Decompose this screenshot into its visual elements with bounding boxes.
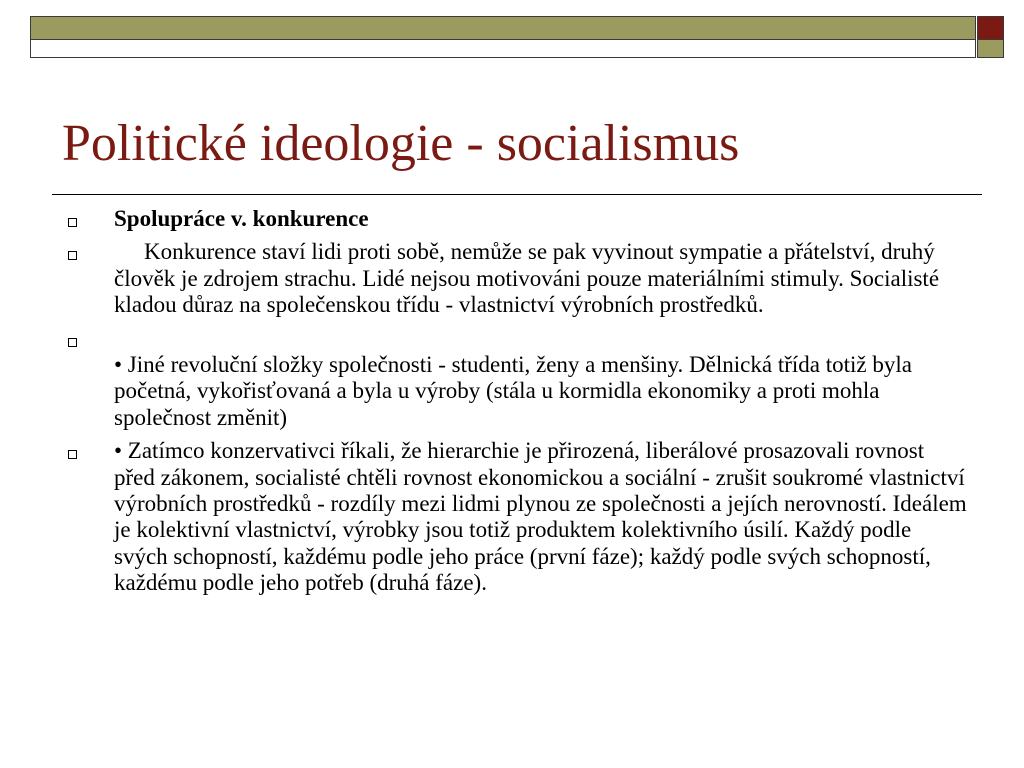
bullet-text: Konkurence staví lidi proti sobě, nemůže se pak vyvinout sympatie a přátelství, druhý člověk je zdrojem strachu. Lidé nejsou motivováni pouze materiálními stimuly. Socialisté kladou důraz na společenskou třídu - vlastnictví výrobních prostředků. — [114, 239, 940, 318]
bullet-text: Spolupráce v. konkurence — [114, 206, 369, 231]
bullet-item-competition — [62, 239, 970, 318]
square-bullet-icon — [68, 251, 77, 260]
top-decor-lower-strip — [30, 40, 976, 58]
bullet-text: • Jiné revoluční složky společnosti - studenti, ženy a menšiny. Dělnická třída totiž byla početná, vykořisťovaná a byla u výroby (stála u kormidla ekonomiky a proti mohla společnost změnit) — [114, 352, 912, 430]
corner-decor-red-square — [977, 16, 1004, 40]
square-bullet-icon — [68, 450, 77, 459]
square-bullet-icon — [68, 218, 77, 227]
top-decor-olive-strip — [31, 17, 975, 39]
bullet-item-equality — [62, 438, 970, 596]
bullet-item-heading — [62, 206, 970, 232]
corner-decor-olive-square — [977, 40, 1004, 58]
top-decor-band — [30, 16, 976, 40]
blank-line — [114, 326, 970, 352]
square-bullet-icon — [68, 338, 77, 347]
bullet-text: • Zatímco konzervativci říkali, že hierarchie je přirozená, liberálové prosazovali rovnost před zákonem, socialisté chtěli rovnost ekonomickou a sociální - zrušit soukromé vlastnictví výrobních prostředků - rozdíly mezi lidmi plynou ze společnosti a jejích nerovností. Ideálem je kolektivní vlastnictví, výrobky jsou totiž produktem kolektivního úsilí. Každý podle svých schopností, každému podle jeho práce (první fáze); každý podle svých schopností, každému podle jeho potřeb (druhá fáze). — [114, 438, 967, 596]
title-divider — [52, 194, 982, 195]
bullet-item-revolutionary — [62, 326, 970, 432]
slide-title: Politické ideologie - socialismus — [62, 115, 740, 172]
bullet-list — [62, 206, 970, 604]
